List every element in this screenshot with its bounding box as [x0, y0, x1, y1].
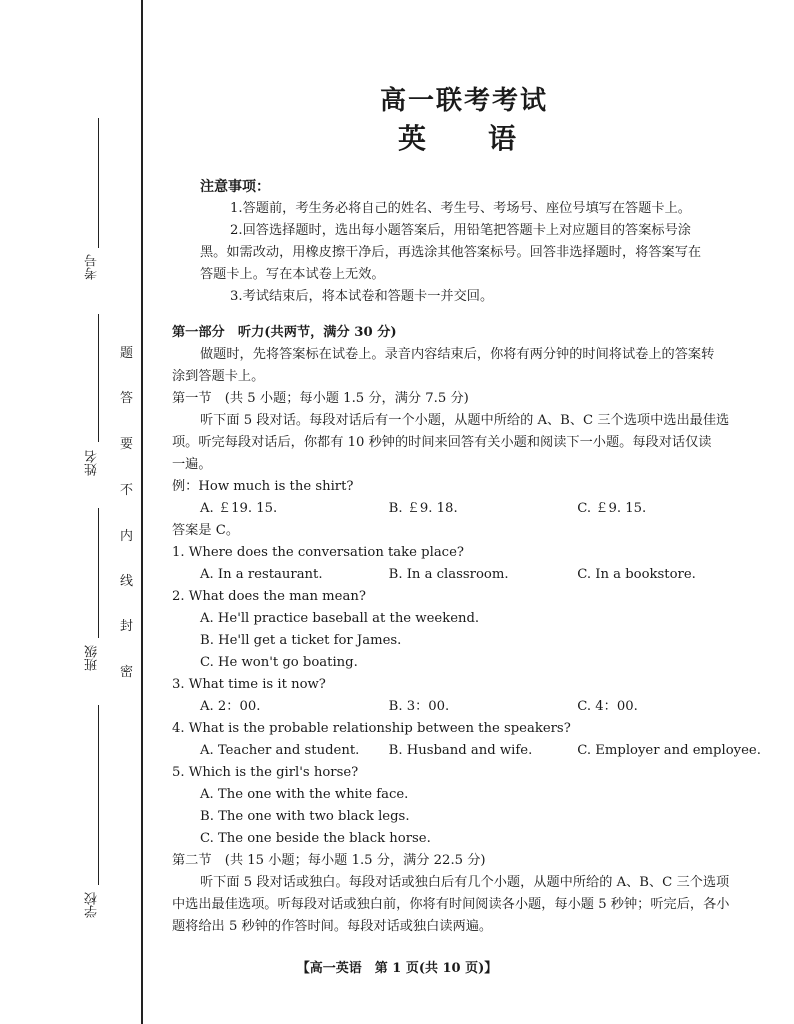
q4-option-c: C. Employer and employee. [577, 743, 761, 758]
section2-intro: 听下面 5 段对话或独白。每段对话或独白后有几个小题，从题中所给的 A、B、C 三个选项 [200, 875, 730, 890]
seal-char-1: 题 [120, 346, 134, 361]
q5-option-c: C. The one beside the black horse. [200, 831, 431, 846]
page-footer: 【高一英语 第 1 页(共 10 页)】 [296, 961, 498, 976]
q2-option-c: C. He won't go boating. [200, 655, 358, 670]
exam-number-label: 考号 [85, 254, 100, 280]
question-4-options [200, 740, 762, 762]
notice-block [172, 176, 762, 308]
section1-intro-end: 一遍。 [172, 457, 212, 472]
seal-char-5: 内 [120, 529, 134, 544]
part1-intro: 做题时，先将答案标在试卷上。录音内容结束后，你将有两分钟的时间将试卷上的答案转 [200, 347, 715, 362]
q4-option-a: A. Teacher and student. [200, 743, 360, 758]
class-label: 班级 [85, 645, 100, 671]
q1-option-a: A. In a restaurant. [200, 567, 323, 582]
q3-option-c: C. 4：00. [577, 699, 638, 714]
page-content [172, 176, 762, 938]
name-label: 姓名 [85, 450, 100, 476]
question-4: 4. What is the probable relationship between the speakers? [172, 721, 571, 736]
question-3: 3. What time is it now? [172, 677, 326, 692]
example-answer: 答案是 C。 [172, 523, 240, 538]
example-option-c: C. ￡9. 15. [577, 501, 647, 516]
question-2: 2. What does the man mean? [172, 589, 366, 604]
section2-intro-cont: 中选出最佳选项。听每段对话或独白前，你将有时间阅读各小题，每小题 5 秒钟；听完后，各小 [172, 897, 730, 912]
section2-intro-end: 题将给出 5 秒钟的作答时间。每段对话或独白读两遍。 [172, 919, 493, 934]
name-blank [98, 314, 99, 442]
exam-title: 高一联考考试 [380, 86, 549, 116]
q1-option-b: B. In a classroom. [388, 567, 509, 582]
example-option-b: B. ￡9. 18. [388, 501, 458, 516]
part1-intro-cont: 涂到答题卡上。 [172, 369, 265, 384]
q2-option-b: B. He'll get a ticket for James. [200, 633, 402, 648]
q3-option-a: A. 2：00. [200, 699, 261, 714]
school-blank [98, 705, 99, 885]
question-3-options [200, 696, 762, 718]
school-label: 学校 [85, 892, 100, 918]
section1-intro: 听下面 5 段对话。每段对话后有一个小题，从题中所给的 A、B、C 三个选项中选出最佳选 [200, 413, 730, 428]
section1-heading: 第一节 (共 5 小题；每小题 1.5 分，满分 7.5 分) [172, 391, 469, 406]
seal-char-6: 线 [120, 574, 134, 589]
q2-option-a: A. He'll practice baseball at the weekend. [200, 611, 480, 626]
seal-char-8: 密 [120, 665, 134, 680]
part1-heading: 第一部分 听力(共两节，满分 30 分) [172, 325, 397, 340]
example-options [200, 498, 762, 520]
exam-number-blank [98, 118, 99, 248]
q3-option-b: B. 3：00. [388, 699, 450, 714]
notice-item-2: 2.回答选择题时，选出每小题答案后，用铅笔把答题卡上对应题目的答案标号涂 [230, 223, 691, 238]
q4-option-b: B. Husband and wife. [388, 743, 533, 758]
seal-char-2: 答 [120, 391, 134, 406]
exam-subject: 英语 [398, 122, 579, 155]
seal-char-7: 封 [120, 619, 134, 634]
notice-item-2-cont: 黑。如需改动，用橡皮擦干净后，再选涂其他答案标号。回答非选择题时，将答案写在 [200, 245, 702, 260]
question-5: 5. Which is the girl's horse? [172, 765, 359, 780]
question-1: 1. Where does the conversation take place? [172, 545, 464, 560]
question-1-options [200, 564, 762, 586]
example-question: 例：How much is the shirt? [172, 479, 354, 494]
q5-option-b: B. The one with two black legs. [200, 809, 410, 824]
seal-char-3: 要 [120, 437, 134, 452]
binding-line [141, 0, 143, 1024]
q5-option-a: A. The one with the white face. [200, 787, 409, 802]
seal-char-4: 不 [120, 483, 134, 498]
section1-intro-cont: 项。听完每段对话后，你都有 10 秒钟的时间来回答有关小题和阅读下一小题。每段对话仅读 [172, 435, 712, 450]
notice-item-2-end: 答题卡上。写在本试卷上无效。 [200, 267, 385, 282]
class-blank [98, 508, 99, 638]
notice-item-3: 3.考试结束后，将本试卷和答题卡一并交回。 [230, 289, 494, 304]
q1-option-c: C. In a bookstore. [577, 567, 696, 582]
section2-heading: 第二节 (共 15 小题；每小题 1.5 分，满分 22.5 分) [172, 853, 486, 868]
notice-heading: 注意事项： [200, 179, 270, 195]
notice-item-1: 1.答题前，考生务必将自己的姓名、考生号、考场号、座位号填写在答题卡上。 [230, 201, 691, 216]
example-option-a: A. ￡19. 15. [200, 501, 278, 516]
